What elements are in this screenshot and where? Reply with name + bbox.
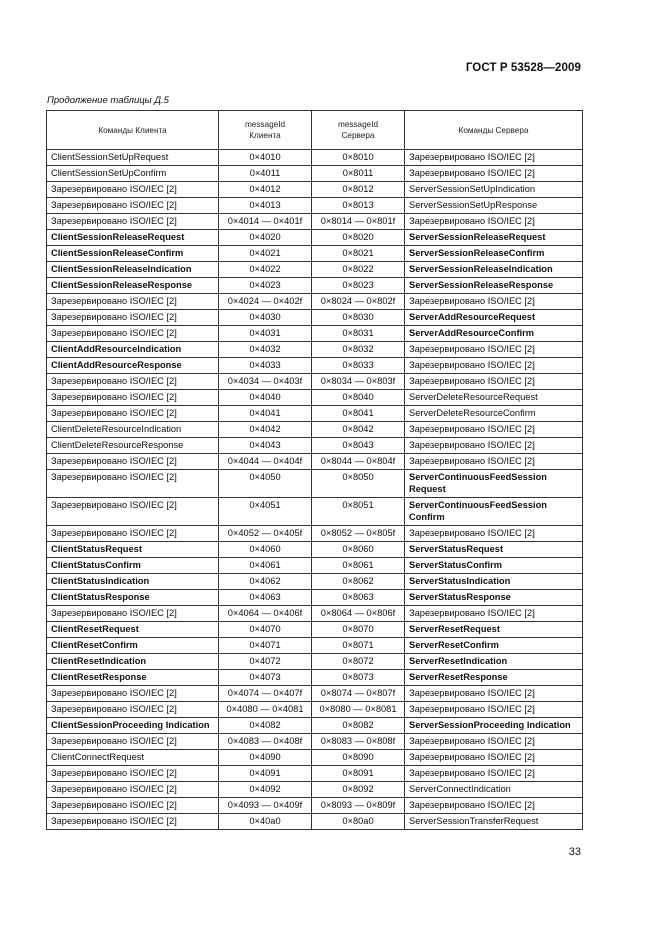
server-message-id-cell: 0×80a0 — [312, 814, 405, 830]
column-header-client-commands: Команды Клиента — [47, 111, 219, 150]
server-command-cell: ServerConnectIndication — [405, 782, 583, 798]
standard-designation: ГОСТ Р 53528—2009 — [465, 62, 581, 74]
client-message-id-cell: 0×4021 — [219, 246, 312, 262]
client-message-id-cell: 0×4092 — [219, 782, 312, 798]
client-message-id-cell: 0×4042 — [219, 422, 312, 438]
client-message-id-cell: 0×4022 — [219, 262, 312, 278]
server-command-cell: ServerSessionReleaseConfirm — [405, 246, 583, 262]
client-message-id-cell: 0×4031 — [219, 326, 312, 342]
server-command-cell: ServerStatusConfirm — [405, 558, 583, 574]
server-message-id-cell: 0×8064 — 0×806f — [312, 606, 405, 622]
server-message-id-cell: 0×8040 — [312, 390, 405, 406]
server-command-cell: ServerDeleteResourceConfirm — [405, 406, 583, 422]
server-message-id-cell: 0×8071 — [312, 638, 405, 654]
client-command-cell: ClientSessionProceeding Indication — [47, 718, 219, 734]
table-row — [47, 622, 583, 638]
client-command-cell: Зарезервировано ISO/IEC [2] — [47, 390, 219, 406]
server-message-id-cell: 0×8072 — [312, 654, 405, 670]
table-row — [47, 310, 583, 326]
client-command-cell: ClientResetIndication — [47, 654, 219, 670]
client-message-id-cell: 0×4064 — 0×406f — [219, 606, 312, 622]
client-message-id-cell: 0×4014 — 0×401f — [219, 214, 312, 230]
client-message-id-cell: 0×4050 — [219, 470, 312, 498]
server-command-cell: Зарезервировано ISO/IEC [2] — [405, 734, 583, 750]
server-command-cell: ServerSessionTransferRequest — [405, 814, 583, 830]
table-caption: Продолжение таблицы Д.5 — [47, 95, 169, 106]
server-message-id-cell: 0×8021 — [312, 246, 405, 262]
client-message-id-cell: 0×4034 — 0×403f — [219, 374, 312, 390]
table-row — [47, 182, 583, 198]
server-message-id-cell: 0×8093 — 0×809f — [312, 798, 405, 814]
server-message-id-cell: 0×8052 — 0×805f — [312, 526, 405, 542]
server-message-id-cell: 0×8074 — 0×807f — [312, 686, 405, 702]
client-message-id-cell: 0×4093 — 0×409f — [219, 798, 312, 814]
server-message-id-cell: 0×8051 — [312, 498, 405, 526]
server-message-id-cell: 0×8082 — [312, 718, 405, 734]
table-row — [47, 782, 583, 798]
server-command-cell: Зарезервировано ISO/IEC [2] — [405, 798, 583, 814]
client-command-cell: ClientStatusResponse — [47, 590, 219, 606]
table-row — [47, 326, 583, 342]
server-command-cell: Зарезервировано ISO/IEC [2] — [405, 422, 583, 438]
server-command-cell: Зарезервировано ISO/IEC [2] — [405, 214, 583, 230]
server-message-id-cell: 0×8061 — [312, 558, 405, 574]
client-message-id-cell: 0×4061 — [219, 558, 312, 574]
server-command-cell: ServerAddResourceRequest — [405, 310, 583, 326]
client-message-id-cell: 0×4023 — [219, 278, 312, 294]
table-row — [47, 166, 583, 182]
server-message-id-cell: 0×8032 — [312, 342, 405, 358]
client-command-cell: Зарезервировано ISO/IEC [2] — [47, 498, 219, 526]
table-row — [47, 498, 583, 526]
client-command-cell: Зарезервировано ISO/IEC [2] — [47, 310, 219, 326]
client-message-id-cell: 0×4012 — [219, 182, 312, 198]
table-row — [47, 702, 583, 718]
client-message-id-cell: 0×4082 — [219, 718, 312, 734]
server-command-cell: ServerSessionReleaseRequest — [405, 230, 583, 246]
client-command-cell: Зарезервировано ISO/IEC [2] — [47, 702, 219, 718]
table-row — [47, 558, 583, 574]
server-message-id-cell: 0×8042 — [312, 422, 405, 438]
column-header-client-message-id: messageId Клиента — [219, 111, 312, 150]
table-row — [47, 358, 583, 374]
server-command-cell: Зарезервировано ISO/IEC [2] — [405, 166, 583, 182]
server-message-id-cell: 0×8012 — [312, 182, 405, 198]
server-command-cell: ServerSessionSetUpResponse — [405, 198, 583, 214]
server-command-cell: ServerResetResponse — [405, 670, 583, 686]
server-command-cell: ServerSessionReleaseResponse — [405, 278, 583, 294]
server-message-id-cell: 0×8043 — [312, 438, 405, 454]
table-row — [47, 454, 583, 470]
server-command-cell: ServerSessionProceeding Indication — [405, 718, 583, 734]
server-command-cell: Зарезервировано ISO/IEC [2] — [405, 606, 583, 622]
client-message-id-cell: 0×4070 — [219, 622, 312, 638]
server-message-id-cell: 0×8070 — [312, 622, 405, 638]
column-header-server-message-id: messageId Сервера — [312, 111, 405, 150]
client-command-cell: Зарезервировано ISO/IEC [2] — [47, 766, 219, 782]
client-command-cell: Зарезервировано ISO/IEC [2] — [47, 782, 219, 798]
client-message-id-cell: 0×4024 — 0×402f — [219, 294, 312, 310]
client-command-cell: Зарезервировано ISO/IEC [2] — [47, 294, 219, 310]
table-row — [47, 606, 583, 622]
table-row — [47, 686, 583, 702]
column-header-server-commands: Команды Сервера — [405, 111, 583, 150]
client-command-cell: ClientConnectRequest — [47, 750, 219, 766]
client-command-cell: ClientSessionSetUpRequest — [47, 150, 219, 166]
server-command-cell: Зарезервировано ISO/IEC [2] — [405, 526, 583, 542]
client-message-id-cell: 0×4052 — 0×405f — [219, 526, 312, 542]
client-message-id-cell: 0×4033 — [219, 358, 312, 374]
server-command-cell: ServerStatusResponse — [405, 590, 583, 606]
client-message-id-cell: 0×4010 — [219, 150, 312, 166]
server-message-id-cell: 0×8034 — 0×803f — [312, 374, 405, 390]
table-row — [47, 278, 583, 294]
client-message-id-cell: 0×4091 — [219, 766, 312, 782]
server-message-id-cell: 0×8014 — 0×801f — [312, 214, 405, 230]
client-command-cell: ClientStatusConfirm — [47, 558, 219, 574]
client-message-id-cell: 0×40a0 — [219, 814, 312, 830]
client-message-id-cell: 0×4032 — [219, 342, 312, 358]
client-message-id-cell: 0×4072 — [219, 654, 312, 670]
table-row — [47, 814, 583, 830]
table-row — [47, 542, 583, 558]
server-message-id-cell: 0×8041 — [312, 406, 405, 422]
server-command-cell: Зарезервировано ISO/IEC [2] — [405, 342, 583, 358]
server-message-id-cell: 0×8010 — [312, 150, 405, 166]
server-command-cell: Зарезервировано ISO/IEC [2] — [405, 374, 583, 390]
client-command-cell: ClientDeleteResourceIndication — [47, 422, 219, 438]
server-message-id-cell: 0×8060 — [312, 542, 405, 558]
client-command-cell: ClientSessionReleaseResponse — [47, 278, 219, 294]
server-command-cell: ServerStatusIndication — [405, 574, 583, 590]
table-row — [47, 390, 583, 406]
server-message-id-cell: 0×8031 — [312, 326, 405, 342]
server-message-id-cell: 0×8090 — [312, 750, 405, 766]
message-id-table — [46, 110, 583, 830]
page-number: 33 — [568, 846, 581, 858]
server-command-cell: Зарезервировано ISO/IEC [2] — [405, 750, 583, 766]
server-message-id-cell: 0×8091 — [312, 766, 405, 782]
table-row — [47, 422, 583, 438]
client-command-cell: ClientSessionReleaseRequest — [47, 230, 219, 246]
client-message-id-cell: 0×4040 — [219, 390, 312, 406]
table-row — [47, 718, 583, 734]
table-row — [47, 766, 583, 782]
table-row — [47, 230, 583, 246]
server-command-cell: ServerResetConfirm — [405, 638, 583, 654]
table-row — [47, 294, 583, 310]
server-message-id-cell: 0×8033 — [312, 358, 405, 374]
client-command-cell: ClientAddResourceIndication — [47, 342, 219, 358]
client-message-id-cell: 0×4043 — [219, 438, 312, 454]
server-command-cell: ServerResetRequest — [405, 622, 583, 638]
client-command-cell: ClientResetConfirm — [47, 638, 219, 654]
table-row — [47, 198, 583, 214]
server-command-cell: ServerDeleteResourceRequest — [405, 390, 583, 406]
server-message-id-cell: 0×8011 — [312, 166, 405, 182]
table-row — [47, 438, 583, 454]
server-message-id-cell: 0×8083 — 0×808f — [312, 734, 405, 750]
table-row — [47, 638, 583, 654]
server-command-cell: ServerResetIndication — [405, 654, 583, 670]
server-message-id-cell: 0×8073 — [312, 670, 405, 686]
table-body — [47, 150, 583, 830]
table-row — [47, 470, 583, 498]
client-command-cell: Зарезервировано ISO/IEC [2] — [47, 526, 219, 542]
client-message-id-cell: 0×4020 — [219, 230, 312, 246]
table-row — [47, 342, 583, 358]
client-message-id-cell: 0×4074 — 0×407f — [219, 686, 312, 702]
client-message-id-cell: 0×4062 — [219, 574, 312, 590]
client-command-cell: ClientAddResourceResponse — [47, 358, 219, 374]
server-message-id-cell: 0×8044 — 0×804f — [312, 454, 405, 470]
server-command-cell: ServerSessionSetUpIndication — [405, 182, 583, 198]
server-command-cell: Зарезервировано ISO/IEC [2] — [405, 358, 583, 374]
client-command-cell: Зарезервировано ISO/IEC [2] — [47, 606, 219, 622]
client-command-cell: ClientStatusIndication — [47, 574, 219, 590]
client-message-id-cell: 0×4011 — [219, 166, 312, 182]
table-header-row — [47, 111, 583, 150]
server-command-cell: ServerContinuousFeedSession Request — [405, 470, 583, 498]
server-message-id-cell: 0×8050 — [312, 470, 405, 498]
client-command-cell: Зарезервировано ISO/IEC [2] — [47, 454, 219, 470]
client-command-cell: Зарезервировано ISO/IEC [2] — [47, 198, 219, 214]
server-message-id-cell: 0×8024 — 0×802f — [312, 294, 405, 310]
table-row — [47, 374, 583, 390]
client-message-id-cell: 0×4060 — [219, 542, 312, 558]
client-command-cell: Зарезервировано ISO/IEC [2] — [47, 374, 219, 390]
server-message-id-cell: 0×8062 — [312, 574, 405, 590]
server-command-cell: ServerContinuousFeedSession Confirm — [405, 498, 583, 526]
table-row — [47, 150, 583, 166]
client-command-cell: Зарезервировано ISO/IEC [2] — [47, 182, 219, 198]
client-message-id-cell: 0×4071 — [219, 638, 312, 654]
client-command-cell: Зарезервировано ISO/IEC [2] — [47, 326, 219, 342]
server-message-id-cell: 0×8030 — [312, 310, 405, 326]
table-row — [47, 750, 583, 766]
client-command-cell: ClientSessionReleaseConfirm — [47, 246, 219, 262]
client-command-cell: Зарезервировано ISO/IEC [2] — [47, 406, 219, 422]
client-message-id-cell: 0×4041 — [219, 406, 312, 422]
client-message-id-cell: 0×4063 — [219, 590, 312, 606]
client-message-id-cell: 0×4080 — 0×4081 — [219, 702, 312, 718]
client-command-cell: Зарезервировано ISO/IEC [2] — [47, 814, 219, 830]
table-row — [47, 214, 583, 230]
server-command-cell: Зарезервировано ISO/IEC [2] — [405, 702, 583, 718]
client-message-id-cell: 0×4073 — [219, 670, 312, 686]
server-command-cell: Зарезервировано ISO/IEC [2] — [405, 438, 583, 454]
table-row — [47, 654, 583, 670]
table-row — [47, 406, 583, 422]
server-command-cell: ServerAddResourceConfirm — [405, 326, 583, 342]
table-row — [47, 798, 583, 814]
client-command-cell: ClientSessionSetUpConfirm — [47, 166, 219, 182]
table-row — [47, 734, 583, 750]
table-row — [47, 574, 583, 590]
client-message-id-cell: 0×4083 — 0×408f — [219, 734, 312, 750]
server-command-cell: Зарезервировано ISO/IEC [2] — [405, 150, 583, 166]
server-message-id-cell: 0×8022 — [312, 262, 405, 278]
client-command-cell: Зарезервировано ISO/IEC [2] — [47, 798, 219, 814]
server-command-cell: Зарезервировано ISO/IEC [2] — [405, 686, 583, 702]
client-message-id-cell: 0×4051 — [219, 498, 312, 526]
table-row — [47, 246, 583, 262]
server-message-id-cell: 0×8020 — [312, 230, 405, 246]
client-message-id-cell: 0×4030 — [219, 310, 312, 326]
client-command-cell: Зарезервировано ISO/IEC [2] — [47, 214, 219, 230]
table-row — [47, 590, 583, 606]
server-command-cell: Зарезервировано ISO/IEC [2] — [405, 454, 583, 470]
client-message-id-cell: 0×4090 — [219, 750, 312, 766]
server-command-cell: ServerSessionReleaseIndication — [405, 262, 583, 278]
client-command-cell: ClientSessionReleaseIndication — [47, 262, 219, 278]
server-message-id-cell: 0×8063 — [312, 590, 405, 606]
client-message-id-cell: 0×4013 — [219, 198, 312, 214]
server-command-cell: ServerStatusRequest — [405, 542, 583, 558]
table-row — [47, 262, 583, 278]
client-command-cell: ClientStatusRequest — [47, 542, 219, 558]
table-row — [47, 526, 583, 542]
client-command-cell: ClientResetResponse — [47, 670, 219, 686]
server-message-id-cell: 0×8023 — [312, 278, 405, 294]
server-message-id-cell: 0×8080 — 0×8081 — [312, 702, 405, 718]
server-message-id-cell: 0×8013 — [312, 198, 405, 214]
client-command-cell: Зарезервировано ISO/IEC [2] — [47, 470, 219, 498]
server-command-cell: Зарезервировано ISO/IEC [2] — [405, 294, 583, 310]
client-command-cell: Зарезервировано ISO/IEC [2] — [47, 734, 219, 750]
client-message-id-cell: 0×4044 — 0×404f — [219, 454, 312, 470]
client-command-cell: ClientDeleteResourceResponse — [47, 438, 219, 454]
client-command-cell: Зарезервировано ISO/IEC [2] — [47, 686, 219, 702]
table-row — [47, 670, 583, 686]
server-command-cell: Зарезервировано ISO/IEC [2] — [405, 766, 583, 782]
server-message-id-cell: 0×8092 — [312, 782, 405, 798]
client-command-cell: ClientResetRequest — [47, 622, 219, 638]
